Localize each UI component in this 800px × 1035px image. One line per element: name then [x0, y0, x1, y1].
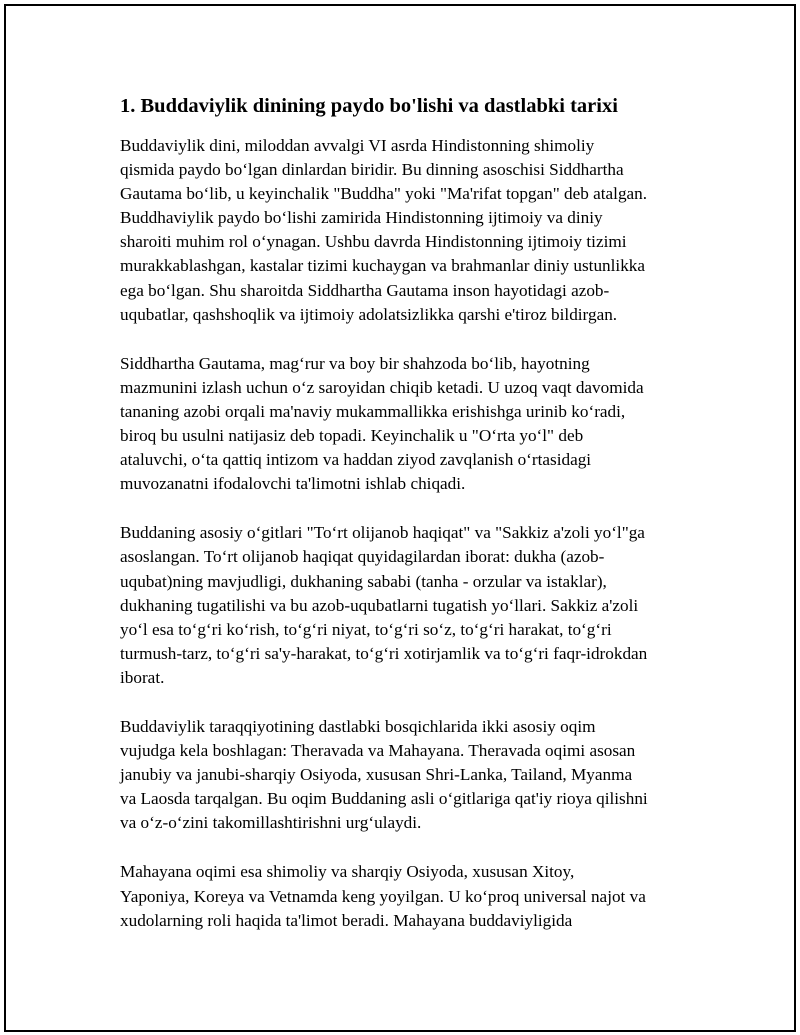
text-line: turmush-tarz, to‘g‘ri sa'y-harakat, to‘g‘ri xotirjamlik va to‘g‘ri faqr-idrokdan — [120, 643, 648, 663]
text-line: vujudga kela boshlagan: Theravada va Mahayana. Theravada oqimi asosan — [120, 741, 636, 761]
text-line: murakkablashgan, kastalar tizimi kuchaygan va brahmanlar diniy ustunlikka — [120, 256, 646, 276]
text-line: ega bo‘lgan. Shu sharoitda Siddhartha Gautama inson hayotidagi azob- — [120, 280, 610, 300]
text-line: va o‘z-o‘zini takomillashtirishni urg‘ulaydi. — [120, 813, 422, 833]
text-line: Siddhartha Gautama, mag‘rur va boy bir shahzoda bo‘lib, hayotning — [120, 353, 590, 373]
text-line: dukhaning tugatilishi va bu azob-uqubatlarni tugatish yo‘llari. Sakkiz a'zoli — [120, 595, 639, 615]
text-line: Mahayana oqimi esa shimoliy va sharqiy Osiyoda, xususan Xitoy, — [120, 862, 575, 882]
paragraph — [120, 860, 690, 932]
text-line: Yaponiya, Koreya va Vetnamda keng yoyilgan. U ko‘proq universal najot va — [120, 886, 646, 906]
text-line: va Laosda tarqalgan. Bu oqim Buddaning asli o‘gitlariga qat'iy rioya qilishni — [120, 789, 648, 809]
text-line: biroq bu usulni natijasiz deb topadi. Keyinchalik u "O‘rta yo‘l" deb — [120, 426, 584, 446]
text-line: tananing azobi orqali ma'naviy mukammallikka erishishga urinib ko‘radi, — [120, 401, 626, 421]
text-line: janubiy va janubi-sharqiy Osiyoda, xususan Shri-Lanka, Tailand, Myanma — [120, 765, 633, 785]
document-body — [120, 94, 690, 958]
text-line: iborat. — [120, 667, 165, 687]
text-line: Gautama bo‘lib, u keyinchalik "Buddha" yoki "Ma'rifat topgan" deb atalgan. — [120, 184, 648, 204]
text-line: muvozanatni ifodalovchi ta'limotni ishlab chiqadi. — [120, 474, 466, 494]
text-line: Buddaviylik dini, miloddan avvalgi VI asrda Hindistonning shimoliy — [120, 136, 595, 155]
paragraph — [120, 521, 690, 690]
section-heading: 1. Buddaviylik dinining paydo bo'lishi va dastlabki tarixi — [120, 95, 618, 117]
paragraph — [120, 134, 690, 327]
text-line: Buddaviylik taraqqiyotining dastlabki bosqichlarida ikki asosiy oqim — [120, 716, 596, 736]
text-line: Buddhaviylik paydo bo‘lishi zamirida Hindistonning ijtimoiy va diniy — [120, 208, 603, 228]
paragraph — [120, 715, 690, 835]
text-line: yo‘l esa to‘g‘ri ko‘rish, to‘g‘ri niyat, to‘g‘ri so‘z, to‘g‘ri harakat, to‘g‘ri — [120, 619, 612, 639]
text-line: ataluvchi, o‘ta qattiq intizom va haddan ziyod zavqlanish o‘rtasidagi — [120, 450, 592, 470]
text-line: asoslangan. To‘rt olijanob haqiqat quyidagilardan iborat: dukha (azob- — [120, 547, 605, 567]
document-page — [4, 4, 796, 1032]
text-line: uqubat)ning mavjudligi, dukhaning sababi (tanha - orzular va istaklar), — [120, 571, 607, 591]
text-line: uqubatlar, qashshoqlik va ijtimoiy adolatsizlikka qarshi e'tiroz bildirgan. — [120, 304, 618, 324]
text-line: xudolarning roli haqida ta'limot beradi. Mahayana buddaviyligida — [120, 910, 573, 930]
text-line: Buddaning asosiy o‘gitlari "To‘rt olijanob haqiqat" va "Sakkiz a'zoli yo‘l"ga — [120, 523, 645, 543]
text-line: qismida paydo bo‘lgan dinlardan biridir. Bu dinning asoschisi Siddhartha — [120, 160, 624, 180]
text-line: sharoiti muhim rol o‘ynagan. Ushbu davrda Hindistonning ijtimoiy tizimi — [120, 232, 627, 252]
paragraph — [120, 352, 690, 497]
text-line: mazmunini izlash uchun o‘z saroyidan chiqib ketadi. U uzoq vaqt davomida — [120, 377, 644, 397]
